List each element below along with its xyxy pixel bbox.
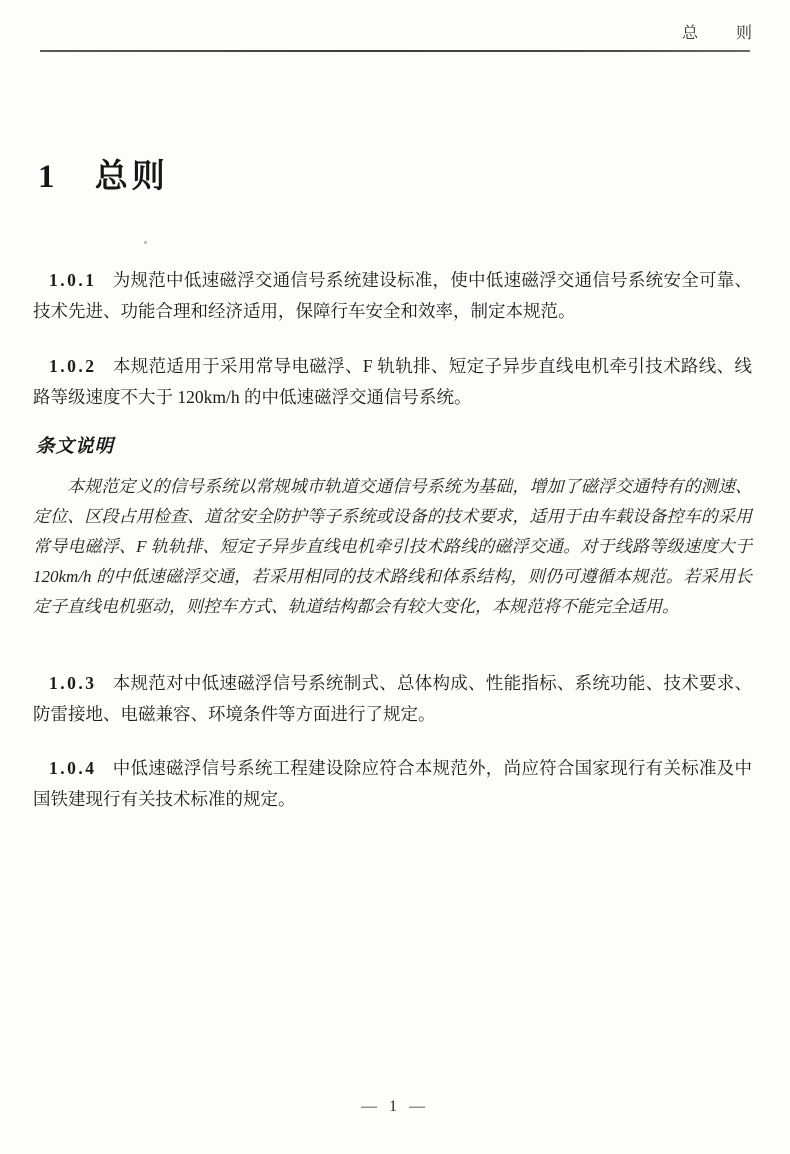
header-rule — [40, 50, 750, 52]
clause-1-0-1 — [33, 265, 752, 327]
commentary-heading: 条文说明 — [36, 437, 115, 457]
clause-text: 中低速磁浮信号系统工程建设除应符合本规范外，尚应符合国家现行有关标准及中国铁建现行有关技术标准的规定。 — [33, 758, 752, 809]
scan-speck — [144, 241, 147, 244]
chapter-number: 1 — [38, 159, 55, 195]
clause-number: 1.0.3 — [49, 673, 97, 693]
running-header — [682, 20, 754, 43]
chapter-heading — [38, 150, 169, 197]
running-header-title: 总 则 — [681, 25, 754, 42]
clause-number: 1.0.1 — [49, 270, 97, 290]
chapter-title: 总则 — [94, 159, 169, 195]
clause-text: 本规范对中低速磁浮信号系统制式、总体构成、性能指标、系统功能、技术要求、防雷接地、电磁兼容、环境条件等方面进行了规定。 — [33, 673, 752, 724]
clause-1-0-2 — [33, 351, 752, 413]
clause-1-0-3 — [33, 668, 752, 730]
clause-number: 1.0.4 — [49, 758, 97, 778]
commentary-text: 本规范定义的信号系统以常规城市轨道交通信号系统为基础，增加了磁浮交通特有的测速、定位、区段占用检查、道岔安全防护等子系统或设备的技术要求，适用于由车载设备控车的采用常导电磁浮、F 轨轨排、短定子异步直线电机牵引技术路线的磁浮交通。对于线路等级速度大于 120km/h 的中低速磁浮交通，若采用相同的技术路线和体系结构，则仍可遵循本规范。若采用长定子直线电机驱动，则控车方式、轨道结构都会有较大变化，本规范将不能完全适用。 — [33, 477, 752, 616]
clause-number: 1.0.2 — [49, 356, 97, 376]
clause-text: 本规范适用于采用常导电磁浮、F 轨轨排、短定子异步直线电机牵引技术路线、线路等级速度不大于 120km/h 的中低速磁浮交通信号系统。 — [33, 356, 752, 407]
clause-1-0-4 — [33, 753, 752, 815]
clause-text: 为规范中低速磁浮交通信号系统建设标准，使中低速磁浮交通信号系统安全可靠、技术先进、功能合理和经济适用，保障行车安全和效率，制定本规范。 — [33, 270, 752, 321]
page-number: — 1 — — [361, 1098, 429, 1115]
